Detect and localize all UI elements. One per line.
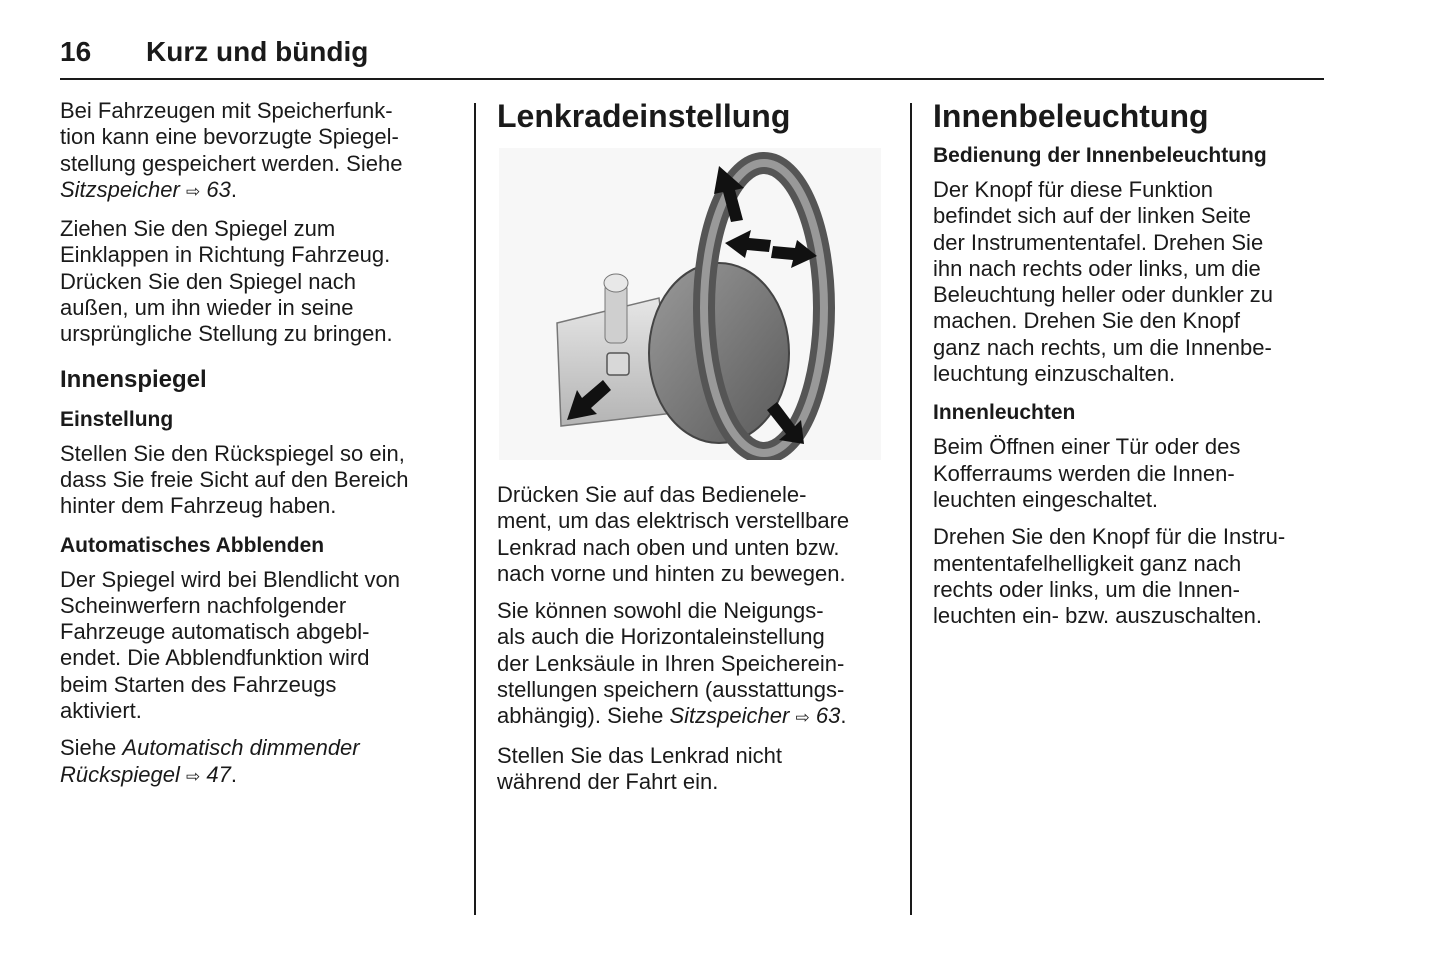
paragraph-lights-switch: Drehen Sie den Knopf für die Instru- mententafelhelligkeit ganz nach rechts oder links, um die Innen- leuchten ein- bzw. auszuschalten. bbox=[933, 524, 1286, 629]
page-number: 16 bbox=[60, 36, 92, 67]
paragraph-door-lights: Beim Öffnen einer Tür oder des Kofferraums werden die Innen- leuchten eingeschaltet. bbox=[933, 434, 1241, 512]
paragraph-fold-mirror: Ziehen Sie den Spiegel zum Einklappen in Richtung Fahrzeug. Drücken Sie den Spiegel nach außen, um ihn wieder in seine ursprüngliche Stellung zu bringen. bbox=[60, 216, 393, 347]
cross-reference-link[interactable]: Rückspiegel ⇨ 47. bbox=[60, 761, 237, 787]
paragraph-warning-driving: Stellen Sie das Lenkrad nicht während der Fahrt ein. bbox=[497, 742, 782, 794]
paragraph-adjust-mirror: Stellen Sie den Rückspiegel so ein, dass Sie freie Sicht auf den Bereich hinter dem Fahrzeug haben. bbox=[60, 440, 409, 519]
heading-automatisches-abblenden: Automatisches Abblenden bbox=[60, 533, 325, 557]
paragraph-memory-mirror: Bei Fahrzeugen mit Speicherfunk- tion kann eine bevorzugte Spiegel- stellung gespeichert werden. Siehe Sitzspeicher ⇨ 63. bbox=[60, 98, 452, 205]
column-divider-right bbox=[910, 103, 912, 915]
paragraph-dimmer-knob: Der Knopf für diese Funktion befindet sich auf der linken Seite der Instrumententafel. Drehen Sie ihn nach rechts oder links, um die Beleuchtung heller oder dunkler zu machen. Drehen Sie den Knopf ganz nach rechts, um die Innenbe- leuchtung einzuschalten. bbox=[933, 177, 1274, 387]
paragraph-see-also: Siehe Automatisch dimmender Rückspiegel ⇨ 47. bbox=[60, 735, 452, 790]
steering-wheel-icon bbox=[499, 148, 881, 460]
page-header bbox=[60, 30, 1324, 80]
column-1 bbox=[60, 98, 452, 801]
heading-lenkradeinstellung: Lenkradeinstellung bbox=[497, 98, 791, 134]
paragraph-press-control: Drücken Sie auf das Bedienele- ment, um das elektrisch verstellbare Lenkrad nach oben und unten bzw. nach vorne und hinten zu bewegen. bbox=[497, 482, 850, 586]
column-2 bbox=[497, 98, 897, 806]
heading-bedienung-innenbeleuchtung: Bedienung der Innenbeleuchtung bbox=[933, 144, 1267, 167]
heading-einstellung: Einstellung bbox=[60, 407, 174, 431]
cross-reference-link[interactable]: Sitzspeicher ⇨ 63. bbox=[60, 176, 237, 202]
column-3 bbox=[933, 98, 1325, 640]
page-ref-arrow-icon: ⇨ bbox=[185, 181, 201, 201]
heading-innenleuchten: Innenleuchten bbox=[933, 401, 1076, 425]
cross-reference-link[interactable]: Sitzspeicher ⇨ 63. bbox=[669, 703, 847, 729]
heading-innenbeleuchtung: Innenbeleuchtung bbox=[933, 98, 1209, 134]
heading-innenspiegel: Innenspiegel bbox=[60, 365, 207, 393]
page-ref-arrow-icon: ⇨ bbox=[795, 708, 810, 728]
paragraph-memory-steering: Sie können sowohl die Neigungs- als auch die Horizontaleinstellung der Lenksäule in Ihren Speicherein- stellungen speichern (ausstattungs- abhängig). Siehe Sitzspeicher ⇨ 63. bbox=[497, 598, 847, 729]
paragraph-auto-dimming: Der Spiegel wird bei Blendlicht von Scheinwerfern nachfolgender Fahrzeuge automatisch abgebl- endet. Die Abblendfunktion wird beim Starten des Fahrzeugs aktiviert. bbox=[60, 566, 400, 724]
cross-reference-link[interactable]: Automatisch dimmender bbox=[122, 735, 360, 761]
section-title: Kurz und bündig bbox=[146, 36, 369, 67]
page-ref-arrow-icon: ⇨ bbox=[185, 766, 201, 786]
steering-wheel-illustration bbox=[499, 148, 881, 460]
column-divider-left bbox=[474, 103, 476, 915]
